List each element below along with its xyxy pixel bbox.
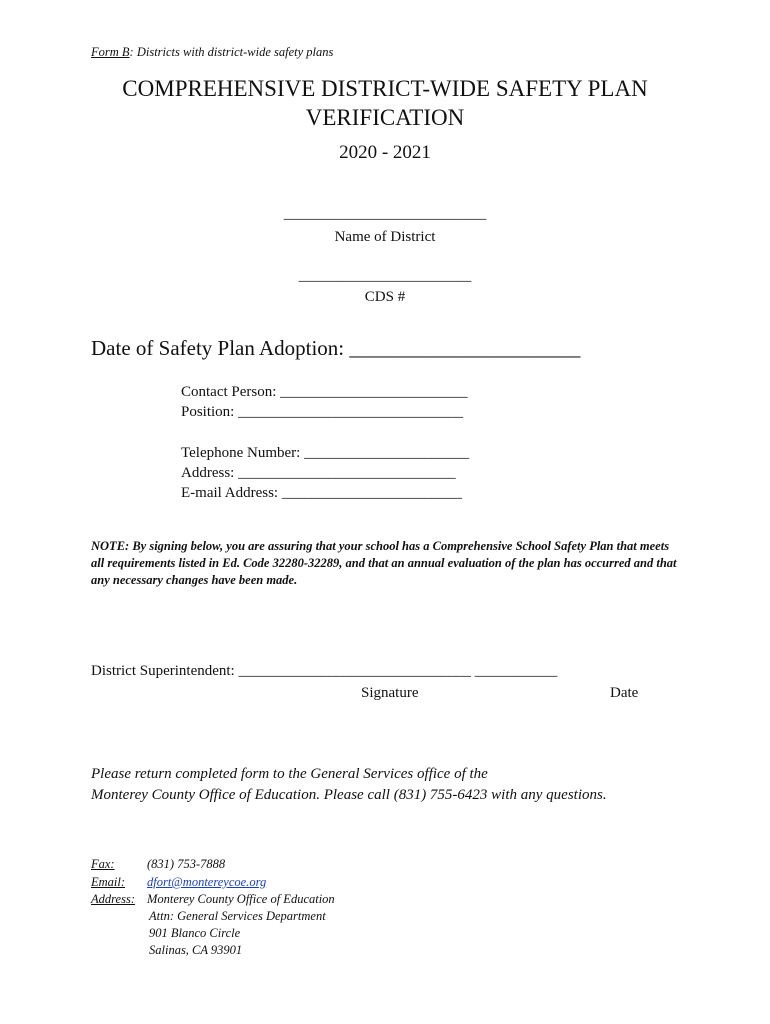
address-line: Monterey County Office of Education: [147, 892, 335, 906]
school-year: 2020 - 2021: [339, 142, 431, 163]
form-label-line: [91, 45, 333, 60]
contact-person-field[interactable]: Contact Person: _________________________: [181, 384, 468, 400]
signing-note: NOTE: By signing below, you are assuring that your school has a Comprehensive School Safety Plan that meets all requirements listed in Ed. Code 32280-32289, and that an annual evaluation of the plan has occurred and that any necessary changes have been made.: [91, 539, 677, 587]
telephone-field[interactable]: Telephone Number: ______________________: [181, 445, 470, 461]
fax-label: Fax:: [91, 857, 115, 871]
cds-number-field[interactable]: _______________________: [298, 268, 472, 284]
fax-value: (831) 753-7888: [147, 857, 226, 871]
return-instructions-line2: Monterey County Office of Education. Please call (831) 755-6423 with any questions.: [91, 787, 607, 803]
cds-number-label: CDS #: [364, 289, 406, 305]
address-line: 901 Blanco Circle: [149, 926, 241, 940]
page-title-line2: VERIFICATION: [305, 105, 465, 130]
email-label: Email:: [91, 875, 126, 889]
form-description: : Districts with district-wide safety plans: [129, 45, 334, 59]
adoption-date-field[interactable]: Date of Safety Plan Adoption: ______________________: [91, 336, 581, 360]
form-label: Form B: [91, 45, 130, 59]
address-field[interactable]: Address: _____________________________: [181, 465, 456, 481]
address-line: Attn: General Services Department: [149, 909, 326, 923]
superintendent-signature-field[interactable]: District Superintendent: _______________________________ ___________: [91, 663, 558, 679]
signature-label: Signature: [361, 685, 419, 701]
page-title-line1: COMPREHENSIVE DISTRICT-WIDE SAFETY PLAN: [122, 76, 648, 101]
position-field[interactable]: Position: ______________________________: [181, 404, 464, 420]
district-name-label: Name of District: [334, 229, 436, 245]
address-line: Salinas, CA 93901: [149, 943, 243, 957]
return-instructions-line1: Please return completed form to the General Services office of the: [91, 766, 488, 782]
email-link[interactable]: dfort@montereycoe.org: [147, 875, 267, 889]
email-field[interactable]: E-mail Address: ________________________: [181, 485, 462, 501]
address-label: Address:: [91, 892, 135, 906]
district-name-field[interactable]: ___________________________: [283, 206, 487, 222]
date-label: Date: [610, 685, 639, 701]
